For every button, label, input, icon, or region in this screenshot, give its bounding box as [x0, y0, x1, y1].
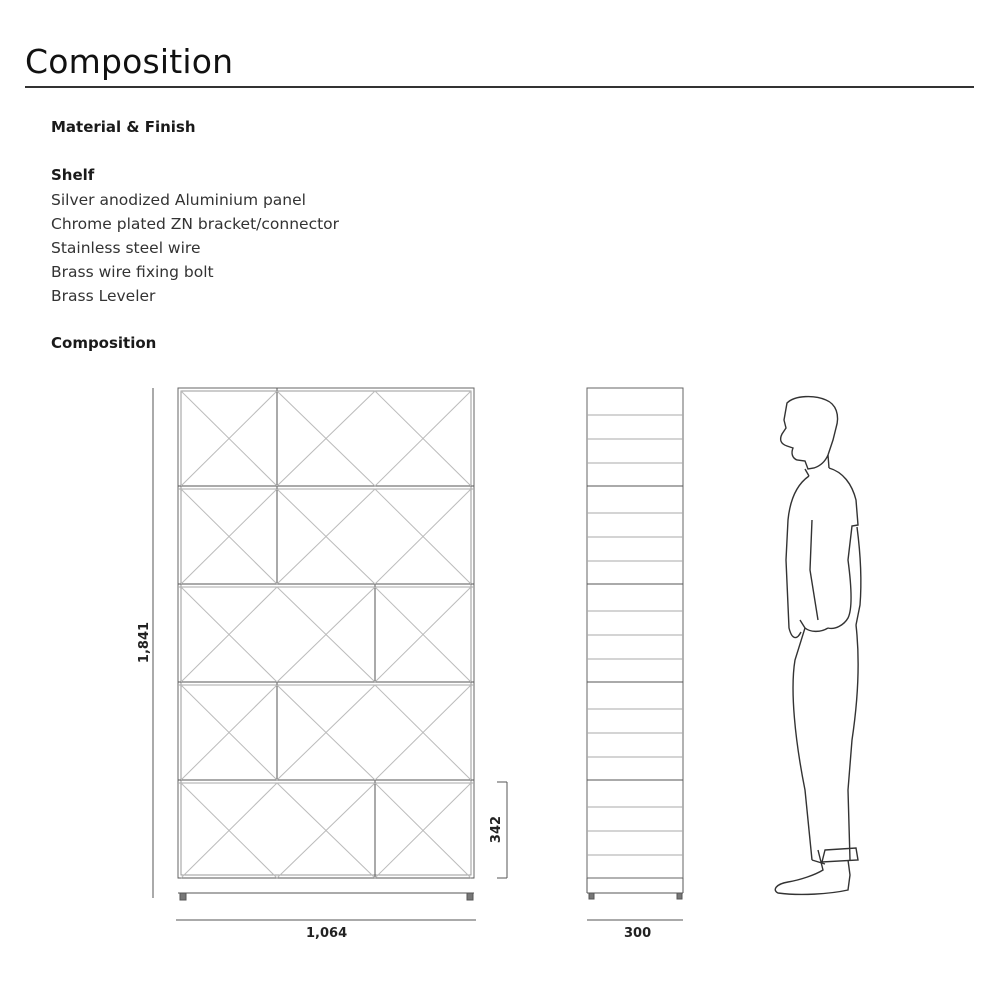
material-item: Chrome plated ZN bracket/connector [51, 215, 340, 233]
height-dimension-label: 1,841 [137, 621, 153, 664]
module-height-label: 342 [489, 815, 505, 844]
material-item: Brass Leveler [51, 287, 156, 305]
page-title: Composition [25, 42, 234, 81]
material-finish-heading: Material & Finish [51, 118, 196, 136]
human-scale-figure [775, 397, 861, 895]
composition-heading: Composition [51, 334, 157, 352]
depth-dimension-label: 300 [624, 926, 652, 941]
shelf-front-view [178, 388, 474, 900]
material-item: Brass wire fixing bolt [51, 263, 214, 281]
shelf-side-view [587, 388, 683, 899]
width-dimension-label: 1,064 [306, 926, 348, 941]
material-item: Stainless steel wire [51, 239, 201, 257]
shelf-heading: Shelf [51, 166, 95, 184]
material-item: Silver anodized Aluminium panel [51, 191, 306, 209]
